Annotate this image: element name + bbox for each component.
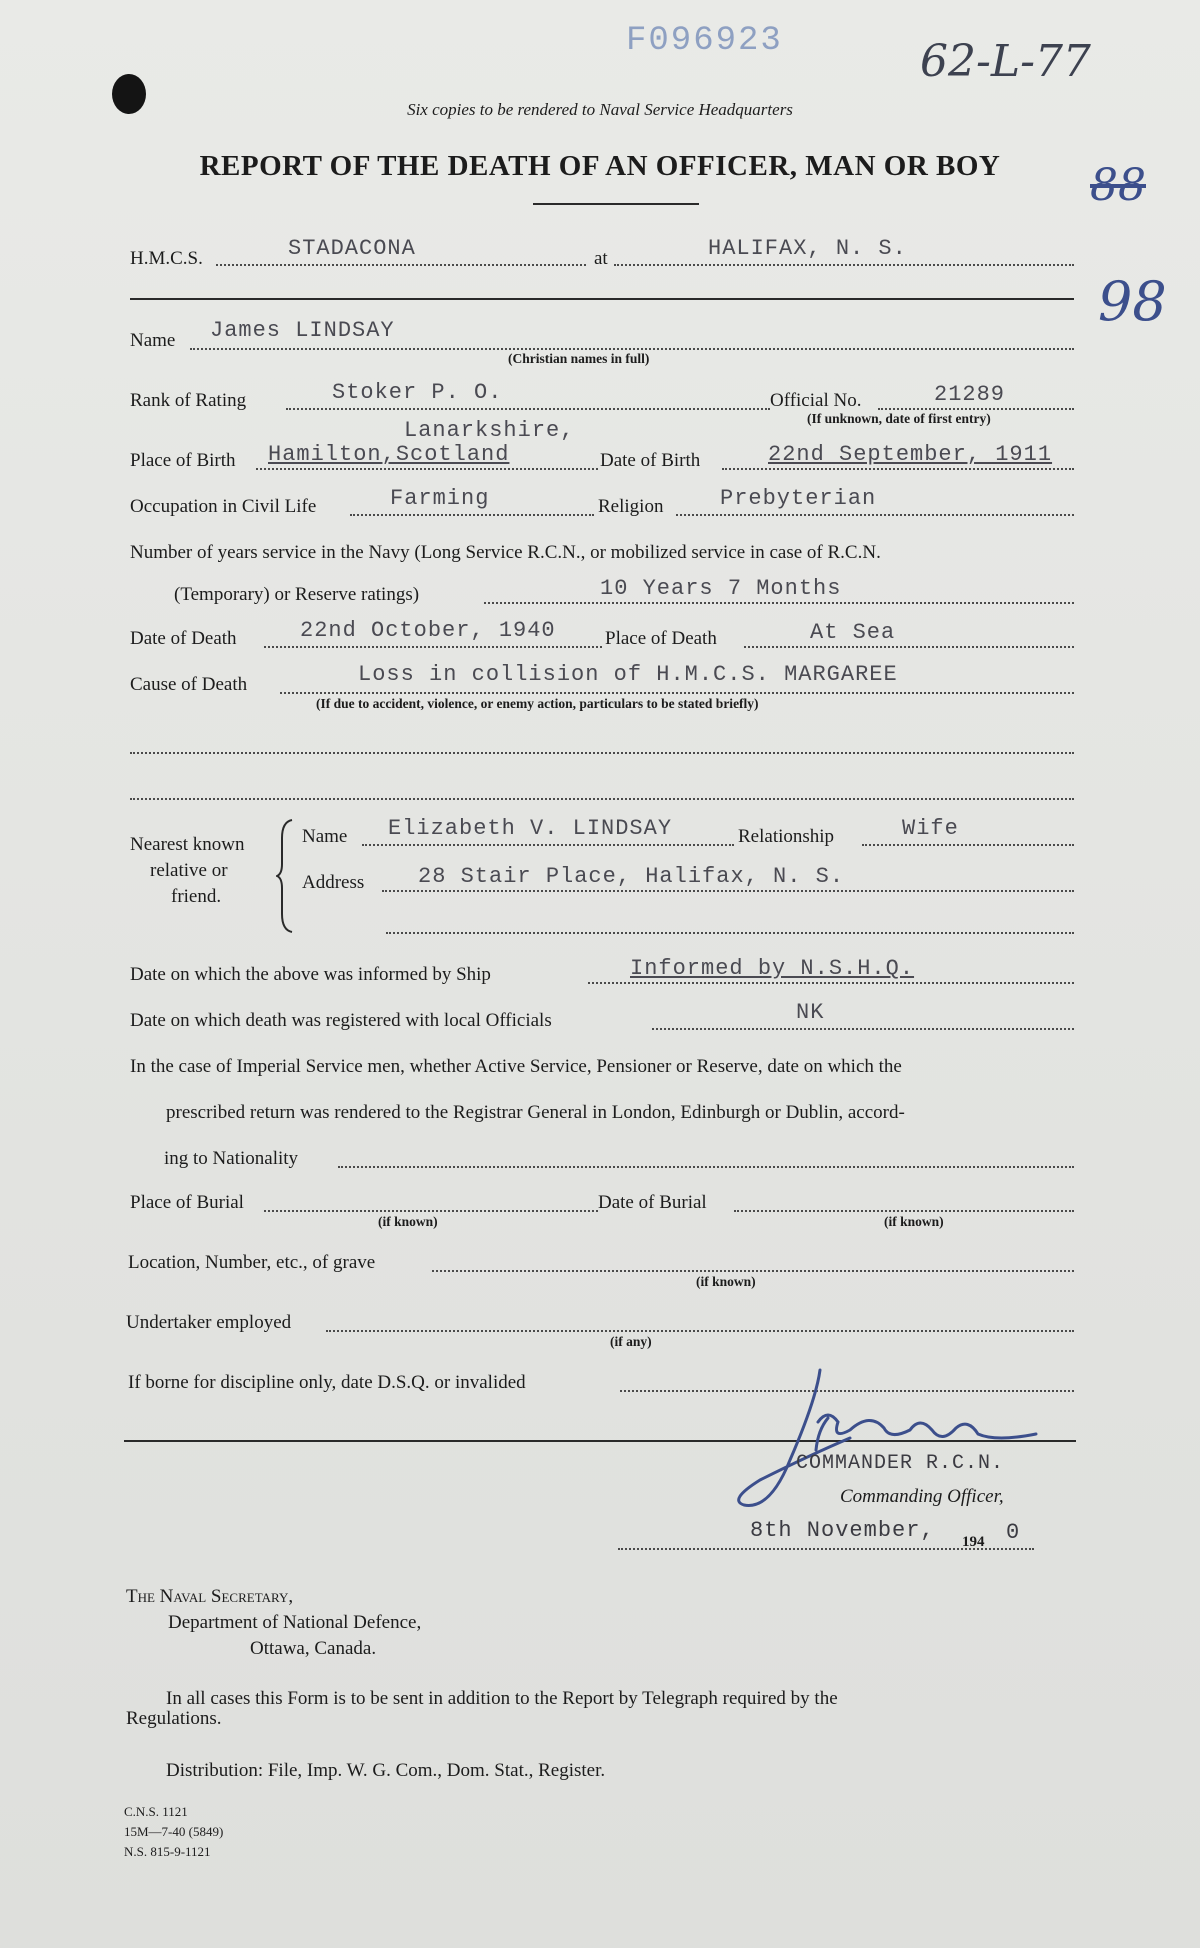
location-line — [614, 264, 1074, 266]
religion-line — [676, 514, 1074, 516]
address-value: 28 Stair Place, Halifax, N. S. — [418, 864, 845, 889]
imperial-line-2: prescribed return was rendered to the Registrar General in London, Edinburgh or Dublin, accord- — [166, 1102, 905, 1123]
addressee-text: The Naval Secretary, — [126, 1586, 294, 1607]
signature-year-typed: 0 — [1006, 1520, 1021, 1545]
birth-place-label: Place of Birth — [130, 450, 236, 471]
relationship-value: Wife — [902, 816, 959, 841]
relative-label-1: Nearest known — [130, 834, 245, 855]
official-no-value: 21289 — [934, 382, 1006, 407]
name-line — [190, 348, 1074, 350]
burial-date-note: (if known) — [884, 1214, 944, 1229]
page-title: REPORT OF THE DEATH OF AN OFFICER, MAN OR BOY — [199, 150, 1001, 182]
registered-value: NK — [796, 1000, 825, 1025]
rank-label: Rank of Rating — [130, 390, 247, 411]
service-line — [484, 602, 1074, 604]
addressee-line-2: Department of National Defence, — [168, 1612, 422, 1633]
death-date-label: Date of Death — [130, 628, 237, 649]
discipline-label: If borne for discipline only, date D.S.Q. or invalided — [128, 1372, 526, 1393]
burial-date-line — [734, 1210, 1074, 1212]
occupation-value: Farming — [390, 486, 490, 511]
informed-line — [588, 982, 1074, 984]
service-label-1: Number of years service in the Navy (Long Service R.C.N., or mobilized service in case of R.C.N. — [130, 542, 881, 563]
telegraph-note-1: In all cases this Form is to be sent in addition to the Report by Telegraph required by the — [166, 1688, 838, 1709]
addressee-line-3: Ottawa, Canada. — [250, 1638, 377, 1659]
grave-label: Location, Number, etc., of grave — [128, 1252, 376, 1273]
dob-line — [722, 468, 1074, 470]
file-reference: 62-L-77 — [920, 36, 1091, 87]
address-line — [382, 890, 1074, 892]
rank-line — [286, 408, 770, 410]
name-value: James LINDSAY — [210, 318, 395, 343]
name-label: Name — [130, 330, 176, 351]
cause-extra-line-2 — [130, 798, 1074, 800]
birth-place-value-2: Hamilton,Scotland — [268, 442, 510, 467]
form-code-1: C.N.S. 1121 — [124, 1804, 188, 1819]
commander-rank: COMMANDER R.C.N. — [796, 1452, 1005, 1475]
title-underline — [533, 203, 699, 205]
burial-place-note: (if known) — [378, 1214, 438, 1229]
stamp-number: F096923 — [626, 22, 783, 60]
relative-name-value: Elizabeth V. LINDSAY — [388, 816, 673, 841]
ship-divider — [130, 298, 1074, 300]
undertaker-label: Undertaker employed — [126, 1312, 292, 1333]
burial-place-label: Place of Burial — [130, 1192, 244, 1213]
service-value: 10 Years 7 Months — [600, 576, 842, 601]
relative-brace — [276, 818, 296, 934]
margin-number: 98 — [1098, 270, 1167, 333]
birth-place-line — [256, 468, 598, 470]
struck-number: 88 — [1090, 160, 1146, 211]
death-date-line — [264, 646, 602, 648]
address-line-2 — [386, 932, 1074, 934]
hmcs-label: H.M.C.S. — [130, 248, 203, 269]
cause-label: Cause of Death — [130, 674, 248, 695]
relationship-line — [862, 844, 1074, 846]
service-label-2: (Temporary) or Reserve ratings) — [174, 584, 420, 605]
dob-value: 22nd September, 1911 — [768, 442, 1053, 467]
form-code-2: 15M—7-40 (5849) — [124, 1824, 224, 1839]
cause-extra-line-1 — [130, 752, 1074, 754]
official-no-line — [878, 408, 1074, 410]
death-place-value: At Sea — [810, 620, 896, 645]
distribution: Distribution: File, Imp. W. G. Com., Dom. Stat., Register. — [166, 1760, 606, 1781]
undertaker-note: (if any) — [610, 1334, 652, 1349]
imperial-line-3: ing to Nationality — [164, 1148, 299, 1169]
informed-label: Date on which the above was informed by Ship — [130, 964, 491, 985]
at-label: at — [594, 248, 608, 269]
relative-name-label: Name — [302, 826, 348, 847]
telegraph-note-2: Regulations. — [126, 1708, 222, 1729]
grave-line — [432, 1270, 1074, 1272]
form-code-3: N.S. 815-9-1121 — [124, 1844, 211, 1859]
dob-label: Date of Birth — [600, 450, 701, 471]
religion-value: Prebyterian — [720, 486, 877, 511]
death-place-label: Place of Death — [605, 628, 717, 649]
occupation-line — [350, 514, 594, 516]
relative-label-3: friend. — [171, 886, 222, 907]
death-place-line — [744, 646, 1074, 648]
imperial-line — [338, 1166, 1074, 1168]
relative-name-line — [362, 844, 734, 846]
death-date-value: 22nd October, 1940 — [300, 618, 556, 643]
official-no-note: (If unknown, date of first entry) — [807, 411, 991, 426]
undertaker-line — [326, 1330, 1074, 1332]
relative-label-2: relative or — [150, 860, 228, 881]
registered-label: Date on which death was registered with local Officials — [130, 1010, 552, 1031]
burial-place-line — [264, 1210, 598, 1212]
official-no-label: Official No. — [770, 390, 862, 411]
registered-line — [652, 1028, 1074, 1030]
address-label: Address — [302, 872, 365, 893]
informed-value: Informed by N.S.H.Q. — [630, 956, 915, 981]
cause-line — [280, 692, 1074, 694]
location-value: HALIFAX, N. S. — [708, 236, 907, 261]
burial-date-label: Date of Burial — [598, 1192, 707, 1213]
name-note: (Christian names in full) — [508, 351, 650, 366]
cause-value: Loss in collision of H.M.C.S. MARGAREE — [358, 662, 898, 687]
birth-place-value-1: Lanarkshire, — [404, 418, 575, 443]
cause-note: (If due to accident, violence, or enemy action, particulars to be stated briefly) — [316, 696, 759, 711]
occupation-label: Occupation in Civil Life — [130, 496, 317, 517]
religion-label: Religion — [598, 496, 664, 517]
imperial-line-1: In the case of Imperial Service men, whether Active Service, Pensioner or Reserve, date on which the — [130, 1056, 902, 1077]
rank-value: Stoker P. O. — [332, 380, 503, 405]
instruction-line: Six copies to be rendered to Naval Service Headquarters — [407, 100, 793, 119]
ship-value: STADACONA — [288, 236, 416, 261]
signature-date: 8th November, — [750, 1518, 935, 1543]
relationship-label: Relationship — [738, 826, 835, 847]
ship-line — [216, 264, 586, 266]
grave-note: (if known) — [696, 1274, 756, 1289]
addressee-line-1 — [126, 1586, 293, 1608]
commanding-officer-label: Commanding Officer, — [840, 1486, 1004, 1507]
signature-year-printed: 194 — [962, 1534, 985, 1550]
